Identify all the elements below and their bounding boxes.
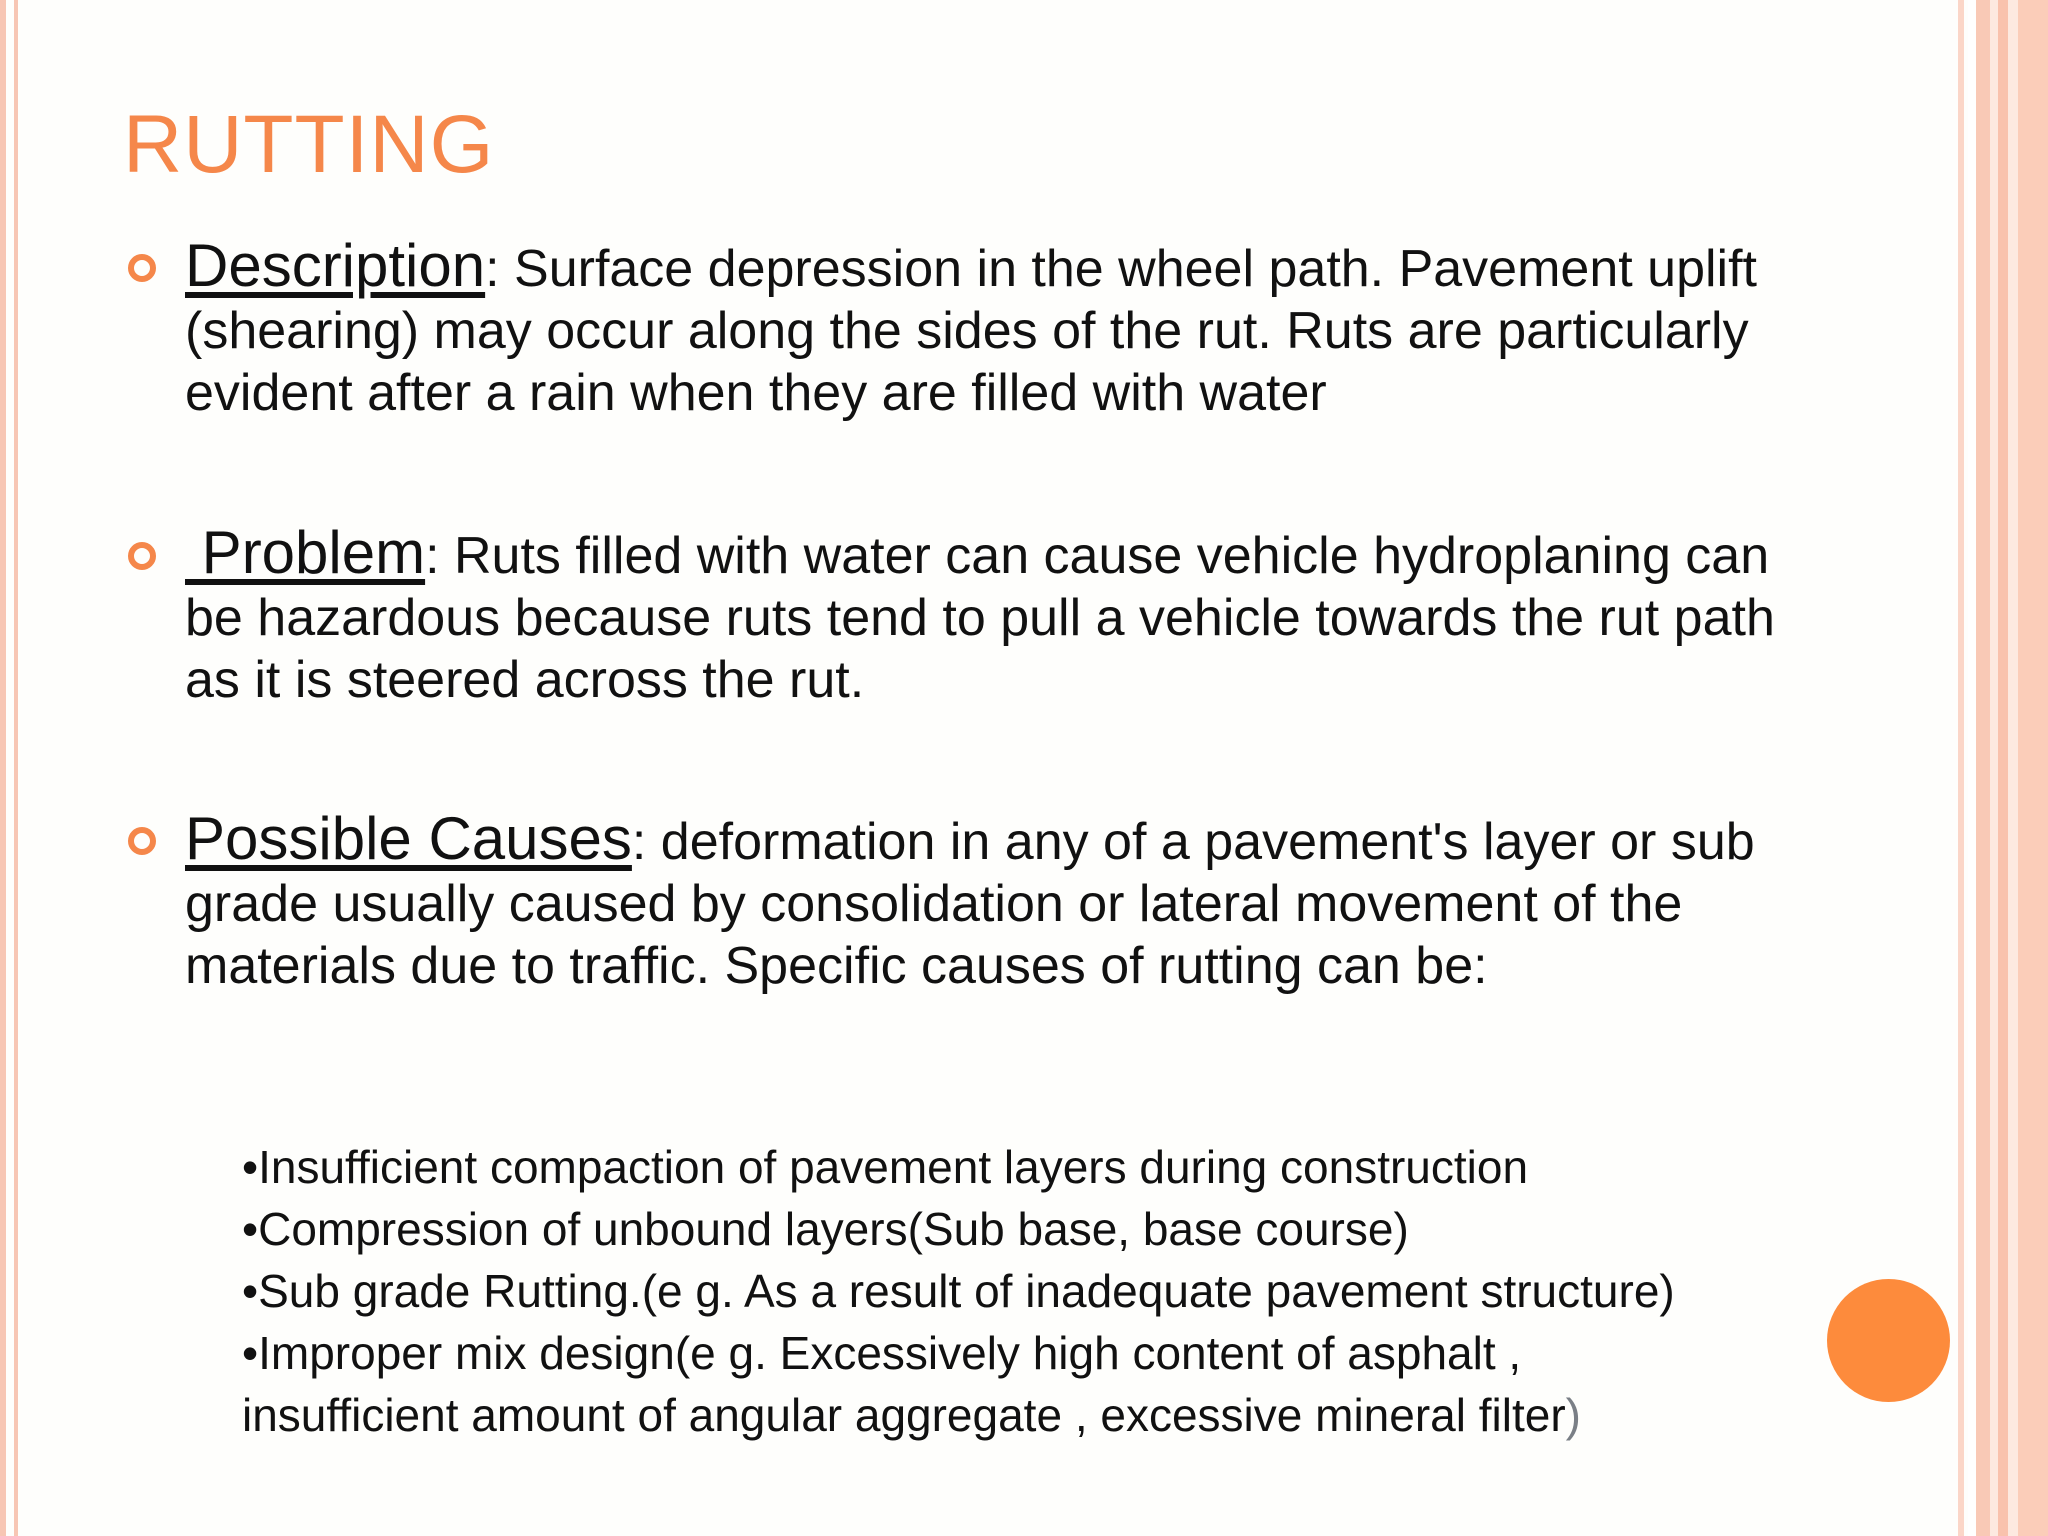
- description-heading: Description: [185, 232, 486, 299]
- left-border-stripe: [0, 0, 6, 1536]
- list-item: •Insufficient compaction of pavement layers during construction: [242, 1141, 1529, 1193]
- right-border-stripe: [1976, 0, 1990, 1536]
- list-item-continuation-text: insufficient amount of angular aggregate , excessive mineral filter: [242, 1389, 1566, 1441]
- causes-heading: Possible Causes: [185, 805, 632, 872]
- list-item: •Sub grade Rutting.(e g. As a result of inadequate pavement structure): [242, 1265, 1675, 1317]
- problem-heading: Problem: [185, 519, 426, 586]
- right-border-stripe: [1998, 0, 2008, 1536]
- list-item: •Compression of unbound layers(Sub base, base course): [242, 1203, 1409, 1255]
- list-item: •Improper mix design(e g. Excessively high content of asphalt ,: [242, 1327, 1522, 1379]
- list-item-continuation: [242, 1384, 1862, 1446]
- bullet-ring-icon: [126, 540, 158, 572]
- description-text: : Surface depression in the wheel path. Pavement uplift (shearing) may occur along the sides of the rut. Ruts are particularly evident after a rain when they are filled with water: [185, 240, 1757, 422]
- right-border-stripe: [1958, 0, 1964, 1536]
- bullet-ring-icon: [126, 252, 158, 284]
- problem-paragraph: [185, 519, 1785, 711]
- slide-title: RUTTING: [123, 99, 495, 190]
- right-border-stripe: [1990, 0, 1998, 1536]
- causes-paragraph: [185, 805, 1785, 997]
- right-border-gap: [1968, 0, 1976, 1536]
- right-border-stripe: [2008, 0, 2018, 1536]
- bullet-ring-icon: [126, 825, 158, 857]
- left-border-stripe-inner: [14, 0, 18, 1536]
- causes-list: [242, 1136, 1862, 1446]
- accent-circle: [1827, 1279, 1950, 1402]
- right-border-stripe: [2018, 0, 2048, 1536]
- problem-text: : Ruts filled with water can cause vehicle hydroplaning can be hazardous because ruts tend to pull a vehicle towards the rut path as it is steered across the rut.: [185, 527, 1775, 709]
- closing-paren: ): [1565, 1389, 1581, 1441]
- description-paragraph: [185, 232, 1785, 424]
- causes-text: : deformation in any of a pavement's layer or sub grade usually caused by consolidation or lateral movement of the materials due to traffic. Specific causes of rutting can be:: [185, 813, 1755, 995]
